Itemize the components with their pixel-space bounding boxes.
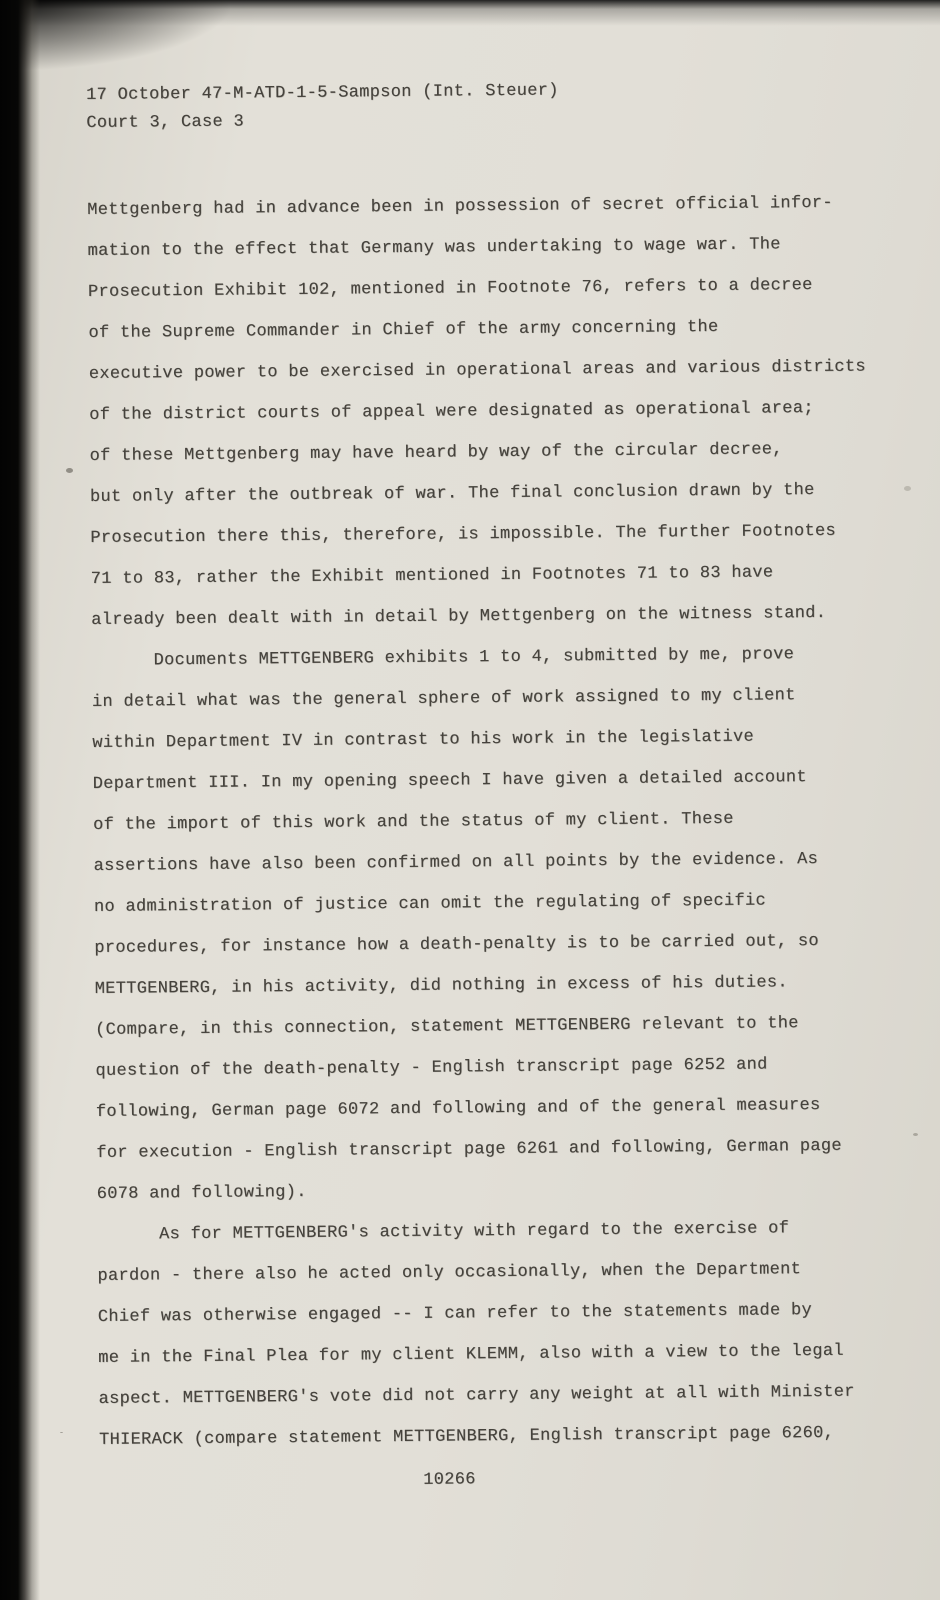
text-line: executive power to be exercised in operational areas and various districts — [88, 357, 866, 384]
text-line: Department III. In my opening speech I have given a detailed account — [92, 768, 807, 794]
text-line: As for METTGENBERG's activity with regard to the exercise of — [158, 1219, 790, 1245]
text-line: of the district courts of appeal were designated as operational area; — [89, 399, 814, 425]
text-line: assertions have also been confirmed on all points by the evidence. As — [93, 850, 819, 876]
paragraph — [91, 633, 886, 1215]
document-body — [87, 182, 889, 1461]
text-line: aspect. METTGENBERG's vote did not carry any weight at all with Minister — [98, 1382, 855, 1409]
text-line: question of the death-penalty - English transcript page 6252 and — [95, 1055, 768, 1081]
text-line: (Compare, in this connection, statement METTGENBERG relevant to the — [95, 1014, 799, 1040]
text-line: Mettgenberg had in advance been in possession of secret official infor- — [87, 193, 833, 220]
text-line: within Department IV in contrast to his work in the legislative — [92, 727, 755, 753]
text-line: pardon - there also he acted only occasionally, when the Department — [97, 1260, 802, 1286]
text-line: no administration of justice can omit the regulating of specific — [93, 891, 767, 917]
header-line-2: Court 3, Case 3 — [86, 112, 245, 133]
text-line: of these Mettgenberg may have heard by way of the circular decree, — [89, 440, 783, 466]
text-line: of the Supreme Commander in Chief of the army concerning the — [88, 317, 719, 343]
text-line: already been dealt with in detail by Mettgenberg on the witness stand. — [91, 603, 827, 630]
text-line: THIERACK (compare statement METTGENBERG, English transcript page 6260, — [98, 1423, 835, 1450]
paragraph — [97, 1207, 889, 1461]
header-line-1: 17 October 47-M-ATD-1-5-Sampson (Int. Steuer) — [86, 81, 559, 105]
text-line: mation to the effect that Germany was undertaking to wage war. The — [87, 235, 781, 261]
text-line: 71 to 83, rather the Exhibit mentioned in Footnotes 71 to 83 have — [90, 563, 774, 589]
text-line: of the import of this work and the status of my client. These — [93, 809, 734, 835]
text-line: but only after the outbreak of war. The final conclusion drawn by the — [89, 481, 815, 507]
text-line: Documents METTGENBERG exhibits 1 to 4, submitted by me, prove — [153, 645, 795, 671]
text-line: Chief was otherwise engaged -- I can refer to the statements made by — [97, 1301, 813, 1327]
scan-edge-left — [0, 0, 40, 1600]
text-line: 6078 and following). — [96, 1182, 307, 1204]
text-line: for execution - English transcript page 6261 and following, German page — [96, 1136, 842, 1163]
document-content — [86, 74, 890, 1504]
paragraph — [87, 182, 881, 641]
text-line: procedures, for instance how a death-penalty is to be carried out, so — [94, 932, 820, 958]
text-line: in detail what was the general sphere of work assigned to my client — [91, 686, 796, 712]
page-number: 10266 — [423, 1470, 476, 1490]
document-header — [86, 74, 877, 138]
text-line: following, German page 6072 and following and of the general measures — [95, 1095, 821, 1122]
text-line: Prosecution Exhibit 102, mentioned in Footnote 76, refers to a decree — [87, 276, 813, 302]
text-line: Prosecution there this, therefore, is impossible. The further Footnotes — [90, 521, 837, 548]
text-line: me in the Final Plea for my client KLEMM, also with a view to the legal — [98, 1341, 844, 1368]
text-line: METTGENBERG, in his activity, did nothing in excess of his duties. — [94, 973, 788, 999]
